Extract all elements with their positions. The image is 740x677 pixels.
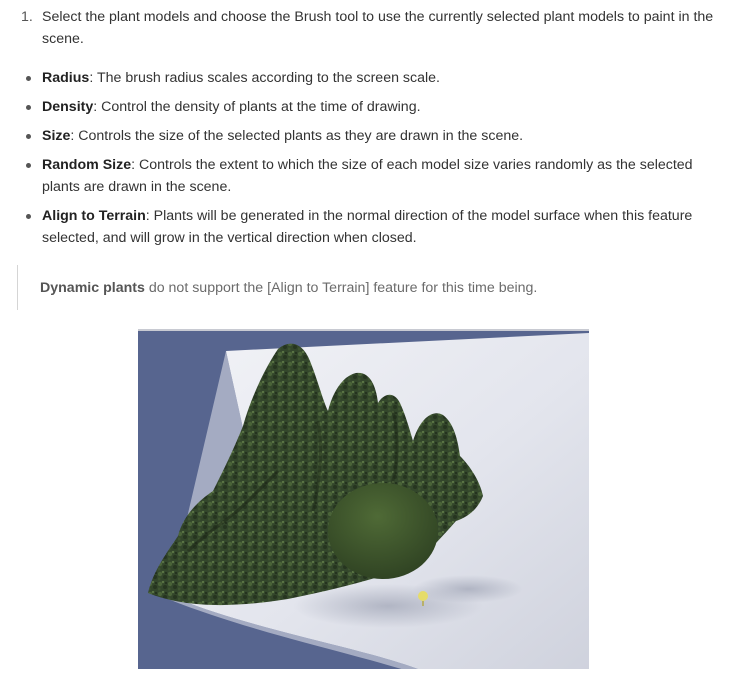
option-random-size [21, 154, 721, 198]
foliage-shadow [413, 575, 523, 603]
option-term: Align to Terrain [42, 208, 146, 224]
option-density [21, 96, 721, 118]
option-desc: : Control the density of plants at the time of drawing. [93, 99, 421, 115]
brush-cursor-icon [418, 591, 428, 601]
option-term: Radius [42, 70, 90, 86]
bullet-icon [26, 105, 31, 110]
step-1 [21, 6, 721, 50]
option-term: Density [42, 99, 94, 115]
brush-options-list [21, 67, 721, 256]
step-text: Select the plant models and choose the Brush tool to use the currently selected plant models to paint in the scene. [42, 9, 714, 47]
option-term: Size [42, 128, 71, 144]
brush-cursor-stem [422, 601, 424, 606]
option-size [21, 125, 721, 147]
plant-brush-screenshot [138, 329, 589, 669]
note-callout [17, 265, 708, 310]
note-body: do not support the [Align to Terrain] feature for this time being. [144, 280, 538, 296]
note-bold: Dynamic plants [40, 280, 145, 296]
option-radius [21, 67, 721, 89]
brush-radius-sphere [328, 483, 438, 579]
bullet-icon [26, 134, 31, 139]
option-desc: : Controls the extent to which the size of each model size varies randomly as the selected plants are drawn in the scene. [42, 157, 693, 195]
step-number: 1. [21, 9, 33, 25]
bullet-icon [26, 76, 31, 81]
scene-illustration [138, 331, 589, 669]
note-text [40, 277, 537, 299]
option-term: Random Size [42, 157, 132, 173]
option-desc: : Controls the size of the selected plants as they are drawn in the scene. [70, 128, 524, 144]
bullet-icon [26, 163, 31, 168]
bullet-icon [26, 214, 31, 219]
option-align-to-terrain [21, 205, 721, 249]
option-desc: : The brush radius scales according to the screen scale. [89, 70, 440, 86]
option-desc: : Plants will be generated in the normal direction of the model surface when this feature selected, and will grow in the vertical direction when closed. [42, 208, 693, 246]
